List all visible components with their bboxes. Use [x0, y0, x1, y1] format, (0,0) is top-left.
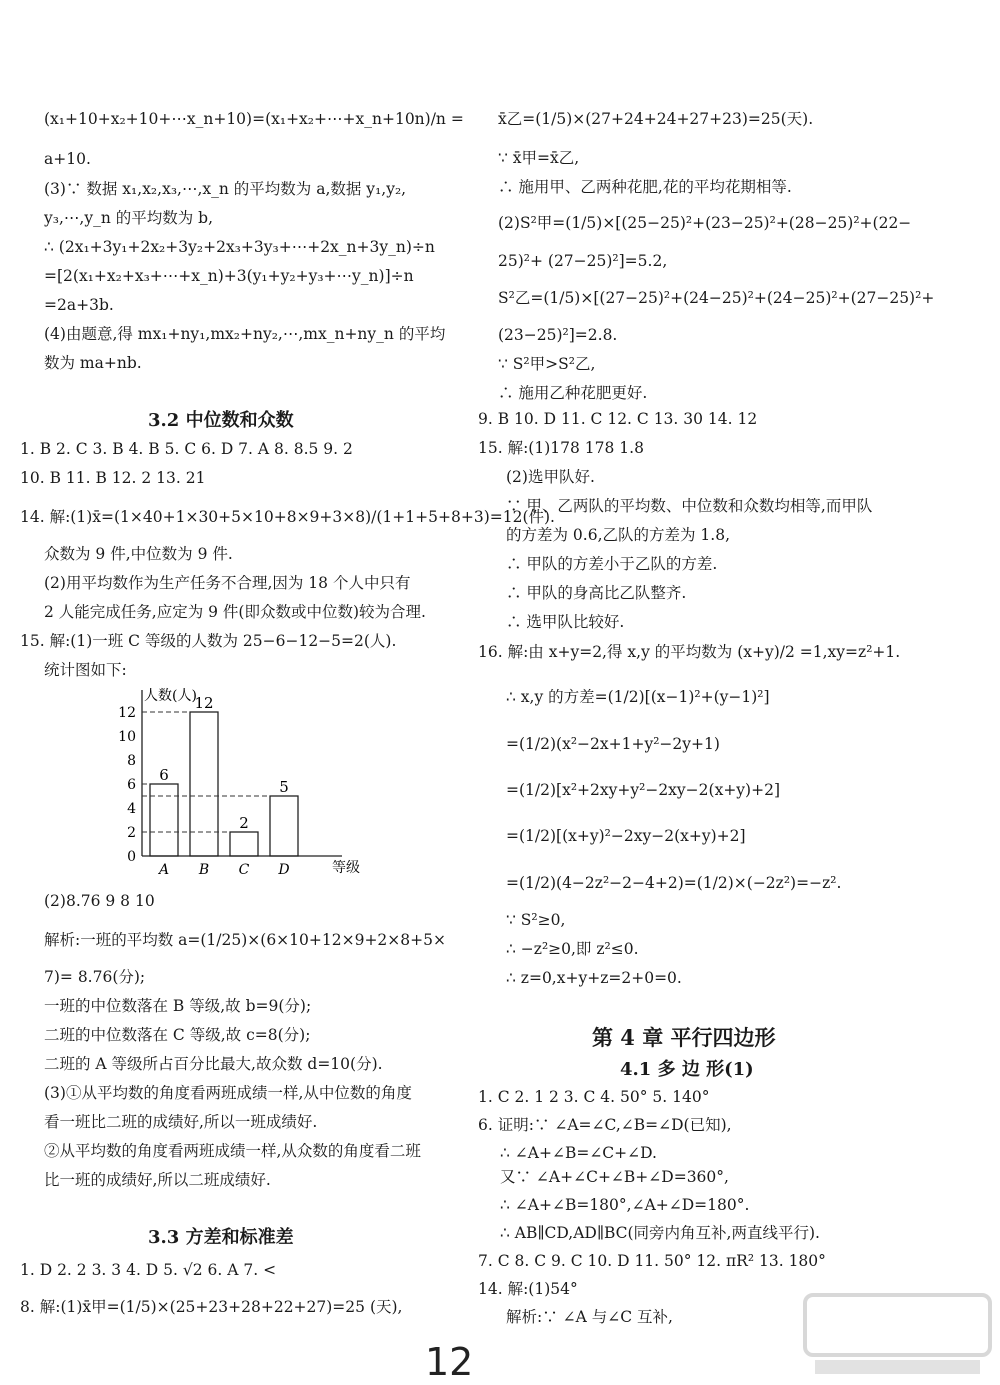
- category-label: C: [238, 862, 250, 878]
- left-line: 统计图如下:: [44, 661, 127, 679]
- page-number: 12: [425, 1340, 474, 1384]
- bar: [190, 712, 218, 856]
- right-line: 7. C 8. C 9. C 10. D 11. 50° 12. πR² 13. 180°: [478, 1252, 826, 1270]
- left-line: 1. B 2. C 3. B 4. B 5. C 6. D 7. A 8. 8.5 9. 2: [20, 440, 353, 458]
- y-tick-label: 4: [127, 801, 136, 817]
- y-tick-label: 12: [118, 705, 136, 721]
- right-line: 15. 解:(1)178 178 1.8: [478, 439, 644, 457]
- right-line: 16. 解:由 x+y=2,得 x,y 的平均数为 (x+y)/2 =1,xy=z²+1.: [478, 643, 901, 661]
- right-line: =(1/2)(4−2z²−2−4+2)=(1/2)×(−2z²)=−z².: [506, 874, 842, 892]
- right-line: (23−25)²]=2.8.: [498, 326, 618, 344]
- right-line: 解析:∵ ∠A 与∠C 互补,: [506, 1308, 673, 1326]
- right-line: (2)选甲队好.: [506, 468, 595, 486]
- right-line: S²乙=(1/5)×[(27−25)²+(24−25)²+(24−25)²+(27−25)²+: [498, 289, 935, 307]
- right-line: 25)²+ (27−25)²]=5.2,: [498, 252, 668, 270]
- right-line: ∴ 甲队的身高比乙队整齐.: [506, 584, 687, 602]
- left-line: (3)①从平均数的角度看两班成绩一样,从中位数的角度: [44, 1084, 412, 1102]
- right-line: ∵ S²≥0,: [506, 911, 566, 929]
- right-line: ∴ 施用乙种花肥更好.: [498, 384, 648, 402]
- bar-value-label: 5: [279, 778, 289, 796]
- right-line: ∵ x̄甲=x̄乙,: [498, 149, 580, 167]
- y-tick-label: 6: [127, 777, 136, 793]
- right-line: =(1/2)(x²−2x+1+y²−2y+1): [506, 735, 720, 753]
- bar: [270, 796, 298, 856]
- left-line: (2)用平均数作为生产任务不合理,因为 18 个人中只有: [44, 574, 411, 592]
- left-line: =[2(x₁+x₂+x₃+⋯+x_n)+3(y₁+y₂+y₃+⋯y_n)]÷n: [44, 267, 414, 285]
- y-axis-label: 人数(人): [144, 688, 197, 704]
- left-line: ②从平均数的角度看两班成绩一样,从众数的角度看二班: [44, 1142, 421, 1160]
- right-line: ∵ 甲、乙两队的平均数、中位数和众数均相等,而甲队: [506, 497, 873, 515]
- right-line: 又∵ ∠A+∠C+∠B+∠D=360°,: [500, 1168, 729, 1186]
- left-line: 解析:一班的平均数 a=(1/25)×(6×10+12×9+2×8+5×: [44, 931, 446, 949]
- category-label: D: [278, 862, 290, 878]
- left-line: 二班的中位数落在 C 等级,故 c=8(分);: [44, 1026, 311, 1044]
- bar-value-label: 6: [159, 766, 169, 784]
- right-line: ∴ 选甲队比较好.: [506, 613, 625, 631]
- y-tick-label: 10: [118, 729, 136, 745]
- left-line: 二班的 A 等级所占百分比最大,故众数 d=10(分).: [44, 1055, 383, 1073]
- left-line: =2a+3b.: [44, 296, 114, 314]
- left-line: 一班的中位数落在 B 等级,故 b=9(分);: [44, 997, 312, 1015]
- left-line: 比一班的成绩好,所以二班成绩好.: [44, 1171, 271, 1189]
- left-line: 数为 ma+nb.: [44, 354, 142, 372]
- right-line: ∵ S²甲>S²乙,: [498, 355, 596, 373]
- section-heading-3-3: 3.3 方差和标准差: [148, 1227, 294, 1248]
- chapter-heading-4: 第 4 章 平行四边形: [592, 1025, 776, 1050]
- left-line: (2)8.76 9 8 10: [44, 892, 155, 910]
- left-line: y₃,⋯,y_n 的平均数为 b,: [44, 209, 214, 227]
- left-line: 14. 解:(1)x̄=(1×40+1×30+5×10+8×9+3×8)/(1+1+5+8+3)=12(件).: [20, 508, 555, 526]
- left-line: (3)∵ 数据 x₁,x₂,x₃,⋯,x_n 的平均数为 a,数据 y₁,y₂,: [44, 180, 407, 198]
- bar-value-label: 12: [194, 694, 214, 712]
- section-heading-3-2: 3.2 中位数和众数: [148, 410, 294, 431]
- category-label: B: [198, 862, 210, 878]
- section-heading-4-1: 4.1 多 边 形(1): [620, 1059, 754, 1080]
- bar: [230, 832, 258, 856]
- category-label: A: [158, 862, 170, 878]
- right-line: x̄乙=(1/5)×(27+24+24+27+23)=25(天).: [498, 110, 814, 128]
- right-line: =(1/2)[x²+2xy+y²−2xy−2(x+y)+2]: [506, 781, 781, 799]
- y-tick-label: 8: [127, 753, 136, 769]
- right-line: ∴ x,y 的方差=(1/2)[(x−1)²+(y−1)²]: [506, 688, 770, 706]
- left-line: (4)由题意,得 mx₁+ny₁,mx₂+ny₂,⋯,mx_n+ny_n 的平均: [44, 325, 446, 343]
- right-line: (2)S²甲=(1/5)×[(25−25)²+(23−25)²+(28−25)²+(22−: [498, 214, 912, 232]
- watermark-logo: [800, 1290, 995, 1380]
- right-line: 6. 证明:∵ ∠A=∠C,∠B=∠D(已知),: [478, 1116, 732, 1134]
- left-line: 1. D 2. 2 3. 3 4. D 5. √2 6. A 7. <: [20, 1261, 277, 1279]
- right-line: =(1/2)[(x+y)²−2xy−2(x+y)+2]: [506, 827, 746, 845]
- x-axis-label: 等级: [332, 860, 360, 876]
- left-line: 2 人能完成任务,应定为 9 件(即众数或中位数)较为合理.: [44, 603, 426, 621]
- right-line: 9. B 10. D 11. C 12. C 13. 30 14. 12: [478, 410, 758, 428]
- bar-value-label: 2: [239, 814, 249, 832]
- left-line: 看一班比二班的成绩好,所以一班成绩好.: [44, 1113, 318, 1131]
- left-line: 15. 解:(1)一班 C 等级的人数为 25−6−12−5=2(人).: [20, 632, 397, 650]
- left-line: 8. 解:(1)x̄甲=(1/5)×(25+23+28+22+27)=25 (天),: [20, 1298, 403, 1316]
- right-line: ∴ 甲队的方差小于乙队的方差.: [506, 555, 718, 573]
- bar: [150, 784, 178, 856]
- right-line: ∴ −z²≥0,即 z²≤0.: [506, 940, 639, 958]
- right-line: 的方差为 0.6,乙队的方差为 1.8,: [506, 526, 731, 544]
- left-line: 10. B 11. B 12. 2 13. 21: [20, 469, 206, 487]
- right-line: ∴ AB∥CD,AD∥BC(同旁内角互补,两直线平行).: [500, 1224, 820, 1242]
- right-line: ∴ z=0,x+y+z=2+0=0.: [506, 969, 682, 987]
- left-line: ∴ (2x₁+3y₁+2x₂+3y₂+2x₃+3y₃+⋯+2x_n+3y_n)÷n: [44, 238, 435, 256]
- right-line: ∴ ∠A+∠B=180°,∠A+∠D=180°.: [500, 1196, 750, 1214]
- right-line: ∴ ∠A+∠B=∠C+∠D.: [500, 1144, 657, 1162]
- left-line: (x₁+10+x₂+10+⋯x_n+10)=(x₁+x₂+⋯+x_n+10n)/n =: [44, 110, 464, 128]
- left-line: 7)= 8.76(分);: [44, 968, 146, 986]
- bar-chart: [112, 686, 372, 878]
- y-tick-label: 2: [127, 825, 136, 841]
- left-line: 众数为 9 件,中位数为 9 件.: [44, 545, 233, 563]
- right-line: ∴ 施用甲、乙两种花肥,花的平均花期相等.: [498, 178, 792, 196]
- right-line: 1. C 2. 1 2 3. C 4. 50° 5. 140°: [478, 1088, 710, 1106]
- right-line: 14. 解:(1)54°: [478, 1280, 578, 1298]
- left-line: a+10.: [44, 150, 91, 168]
- y-tick-label: 0: [127, 849, 136, 865]
